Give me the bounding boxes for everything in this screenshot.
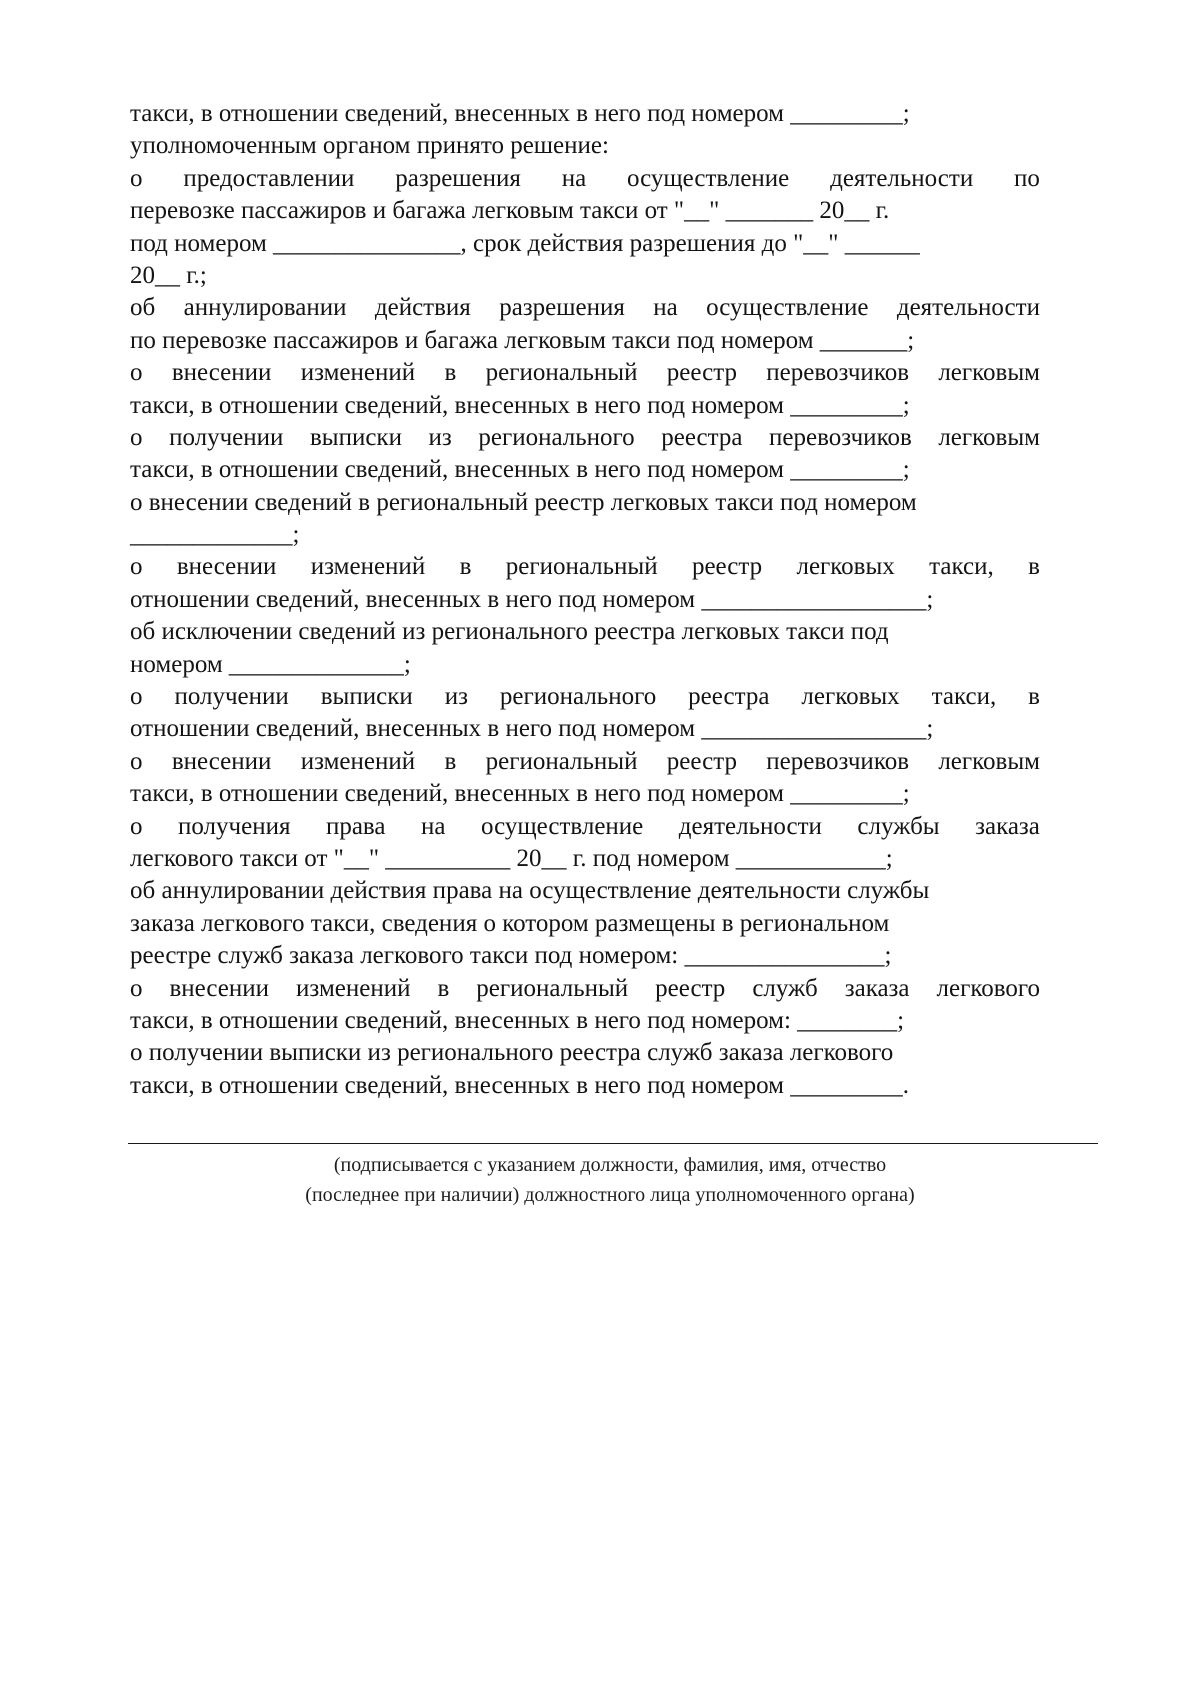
word: по xyxy=(1014,164,1040,192)
text-line: по перевозке пассажиров и багажа легковым такси под номером _______; xyxy=(130,326,915,354)
text-line: такси, в отношении сведений, внесенных в него под номером _________. xyxy=(130,1071,909,1099)
text-line xyxy=(130,292,1040,324)
word: изменений xyxy=(300,747,416,775)
word: деятельности xyxy=(830,164,974,192)
text-line: реестре служб заказа легкового такси под номером: ________________; xyxy=(130,942,892,970)
text-line xyxy=(130,973,1040,1005)
text-line: отношении сведений, внесенных в него под номером __________________; xyxy=(130,715,934,743)
word: о xyxy=(130,423,143,451)
document-body xyxy=(130,98,1040,1102)
word: легковых xyxy=(801,683,900,711)
word: в xyxy=(459,553,472,581)
word: заказа xyxy=(975,812,1040,840)
word: получения xyxy=(178,812,291,840)
word: реестр xyxy=(666,359,737,387)
word: внесении xyxy=(176,553,277,581)
signature-caption-line-1: (подписывается с указанием должности, фамилия, имя, отчество xyxy=(333,1154,887,1176)
text-line: заказа легкового такси, сведения о котором размещены в региональном xyxy=(130,909,890,937)
text-line xyxy=(130,746,1040,778)
word: внесении xyxy=(171,747,272,775)
text-line: такси, в отношении сведений, внесенных в него под номером _________; xyxy=(130,780,910,808)
text-line: под номером _______________, срок действия разрешения до "__" ______ xyxy=(130,229,920,257)
word: перевозчиков xyxy=(766,359,909,387)
word: деятельности xyxy=(896,294,1040,322)
word: легковых xyxy=(796,553,895,581)
word: такси, xyxy=(931,683,997,711)
word: в xyxy=(444,359,457,387)
word: предоставлении xyxy=(183,164,355,192)
word: осуществление xyxy=(706,294,869,322)
word: из xyxy=(444,683,468,711)
word: реестр xyxy=(666,747,737,775)
text-line: такси, в отношении сведений, внесенных в него под номером _________; xyxy=(130,391,910,419)
text-line xyxy=(130,811,1040,843)
word: служб xyxy=(752,974,818,1002)
word: перевозчиков xyxy=(769,423,912,451)
signature-caption-line-2: (последнее при наличии) должностного лица уполномоченного органа) xyxy=(305,1184,915,1206)
text-line: перевозке пассажиров и багажа легковым такси от "__" _______ 20__ г. xyxy=(130,197,890,225)
word: перевозчиков xyxy=(766,747,909,775)
word: в xyxy=(1028,553,1040,581)
word: о xyxy=(130,747,143,775)
word: региональный xyxy=(505,553,658,581)
word: реестр xyxy=(655,974,726,1002)
word: в xyxy=(444,747,457,775)
word: изменений xyxy=(296,974,411,1002)
word: о xyxy=(130,164,143,192)
text-line: легкового такси от "__" __________ 20__ г. под номером ____________; xyxy=(130,844,893,872)
word: о xyxy=(130,683,143,711)
word: легковым xyxy=(938,423,1040,451)
word: региональный xyxy=(485,359,638,387)
word: в xyxy=(437,974,450,1002)
text-line: такси, в отношении сведений, внесенных в него под номером: ________; xyxy=(130,1006,905,1034)
word: на xyxy=(653,294,678,322)
text-line: номером ______________; xyxy=(130,650,411,678)
word: разрешения xyxy=(499,294,625,322)
word: легковым xyxy=(938,747,1040,775)
word: о xyxy=(130,553,143,581)
text-line xyxy=(130,422,1040,454)
word: региональный xyxy=(485,747,638,775)
word: реестра xyxy=(688,683,770,711)
word: заказа xyxy=(844,974,910,1002)
text-line: уполномоченным органом принято решение: xyxy=(130,132,609,160)
word: из xyxy=(428,423,452,451)
word: о xyxy=(130,974,143,1002)
text-line: об аннулировании действия права на осуществление деятельности службы xyxy=(130,877,930,905)
word: выписки xyxy=(320,683,413,711)
text-line: об исключении сведений из регионального реестра легковых такси под xyxy=(130,618,889,646)
word: изменений xyxy=(300,359,416,387)
word: службы xyxy=(857,812,940,840)
word: получении xyxy=(174,683,289,711)
word: внесении xyxy=(171,359,272,387)
word: аннулировании xyxy=(183,294,347,322)
word: реестр xyxy=(691,553,763,581)
text-line: _____________; xyxy=(130,521,300,549)
signature-caption xyxy=(160,1150,1060,1210)
word: регионального xyxy=(478,423,635,451)
word: на xyxy=(421,812,446,840)
word: об xyxy=(130,294,156,322)
word: легкового xyxy=(936,974,1040,1002)
word: на xyxy=(561,164,587,192)
word: реестра xyxy=(661,423,743,451)
text-line xyxy=(130,163,1040,195)
text-line xyxy=(130,551,1040,583)
text-line: такси, в отношении сведений, внесенных в него под номером _________; xyxy=(130,100,910,127)
text-line: 20__ г.; xyxy=(130,261,207,289)
word: изменений xyxy=(310,553,426,581)
word: выписки xyxy=(309,423,402,451)
text-line xyxy=(130,681,1040,713)
word: осуществление xyxy=(627,164,790,192)
word: осуществление xyxy=(480,812,644,840)
word: о xyxy=(130,359,143,387)
word: получении xyxy=(169,423,284,451)
text-line: о получении выписки из регионального реестра служб заказа легкового xyxy=(130,1039,894,1067)
text-line: такси, в отношении сведений, внесенных в него под номером _________; xyxy=(130,456,910,484)
word: в xyxy=(1028,683,1040,711)
text-line: отношении сведений, внесенных в него под номером __________________; xyxy=(130,585,934,613)
signature-line xyxy=(128,1143,1098,1144)
text-line: о внесении сведений в региональный реестр легковых такси под номером xyxy=(130,488,917,516)
word: права xyxy=(325,812,386,840)
word: такси, xyxy=(929,553,994,581)
word: действия xyxy=(374,294,471,322)
word: внесении xyxy=(169,974,270,1002)
word: деятельности xyxy=(678,812,822,840)
word: регионального xyxy=(499,683,657,711)
text-line xyxy=(130,357,1040,389)
word: легковым xyxy=(938,359,1040,387)
word: о xyxy=(130,812,143,840)
word: региональный xyxy=(476,974,629,1002)
word: разрешения xyxy=(395,164,521,192)
